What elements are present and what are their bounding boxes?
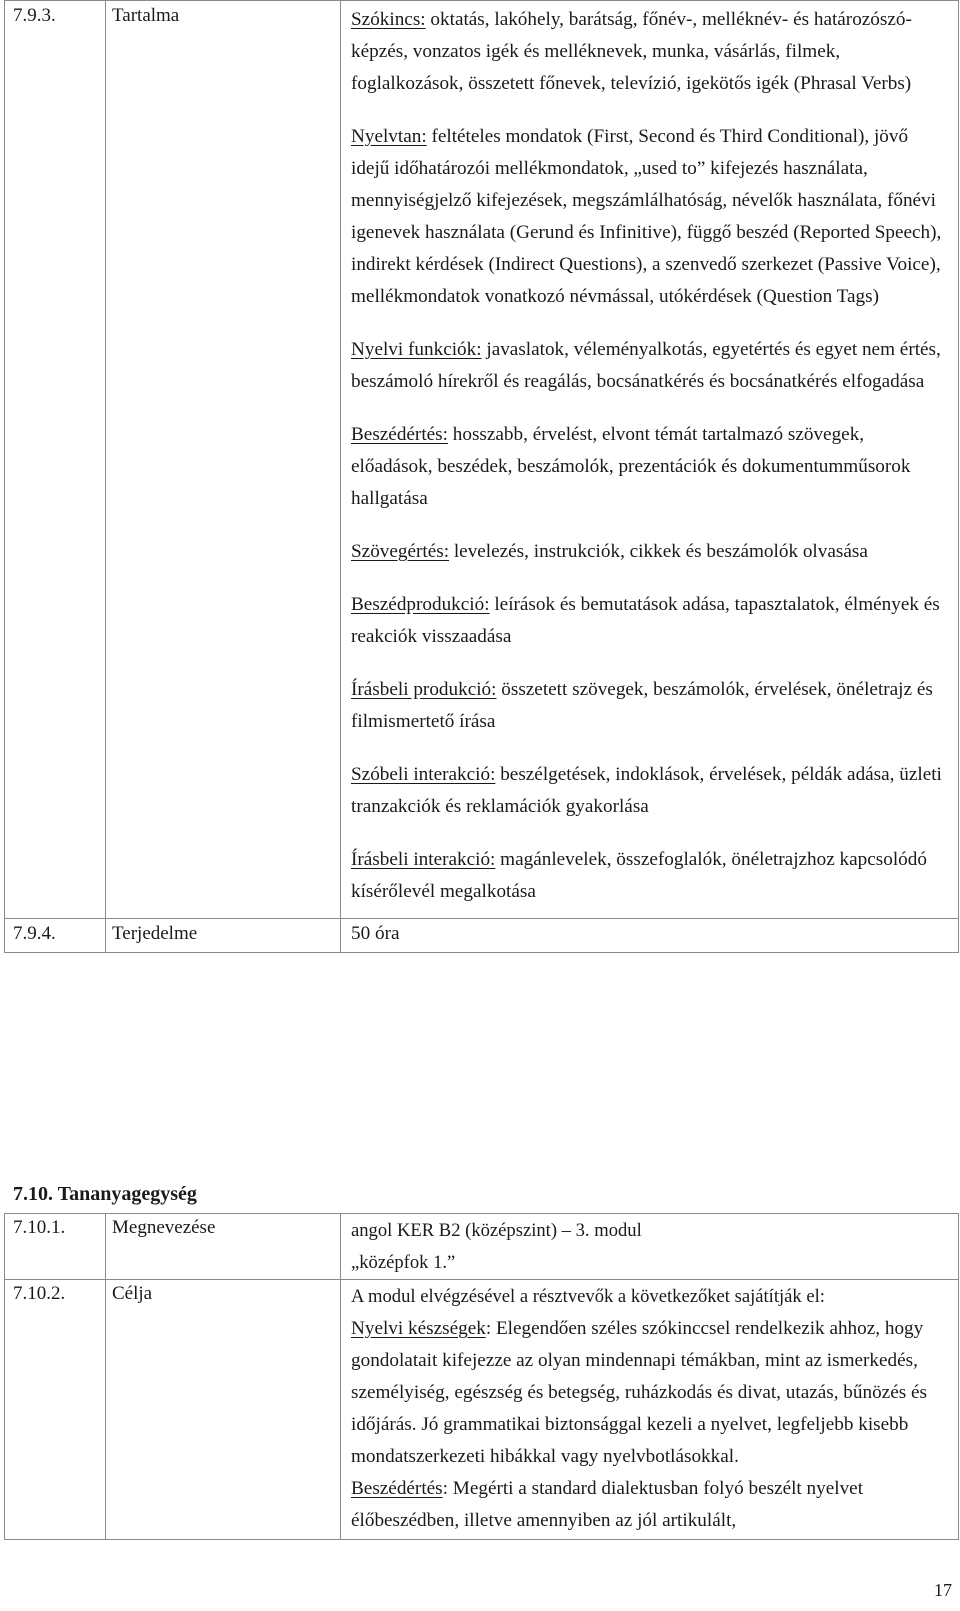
paragraph-text: magánlevelek, összefoglalók, önéletrajzhoz kapcsolódó kísérőlevél megalkotása <box>351 849 927 902</box>
paragraph-heading: Nyelvi készségek <box>351 1318 486 1339</box>
paragraph-heading: Nyelvtan: <box>351 126 427 147</box>
paragraph-text: javaslatok, véleményalkotás, egyetértés és egyet nem értés, beszámoló hírekről és reagálás, bocsánatkérés és bocsánatkérés elfogadása <box>351 339 941 392</box>
paragraph-beszedertes <box>351 1473 948 1537</box>
content-cell <box>341 1280 959 1540</box>
paragraph-nyelvtan <box>351 121 948 313</box>
paragraph-text: beszélgetések, indoklások, érvelések, példák adása, üzleti tranzakciók és reklamációk gyakorlása <box>351 764 942 817</box>
paragraph-nyelvi-keszsegek <box>351 1313 948 1473</box>
paragraph-text: összetett szövegek, beszámolók, érvelések, önéletrajz és filmismertető írása <box>351 679 933 732</box>
paragraph-szokincs <box>351 4 948 100</box>
table-row-terjedelme <box>5 919 959 953</box>
row-value: 50 óra <box>341 919 959 953</box>
paragraph-heading: Írásbeli produkció: <box>351 679 497 700</box>
paragraph-text: levelezés, instrukciók, cikkek és beszámolók olvasása <box>449 541 868 562</box>
unit-name-line: „középfok 1.” <box>351 1252 456 1273</box>
table-row-megnevezese <box>5 1214 959 1280</box>
intro-text: A modul elvégzésével a résztvevők a következőket sajátítják el: <box>351 1286 825 1307</box>
paragraph-heading: Szókincs: <box>351 9 426 30</box>
paragraph-text: leírások és bemutatások adása, tapasztalatok, élmények és reakciók visszaadása <box>351 594 940 647</box>
row-label: Terjedelme <box>106 919 341 953</box>
row-label: Tartalma <box>106 1 341 919</box>
paragraph-text: oktatás, lakóhely, barátság, főnév-, melléknév- és határozószó-képzés, vonzatos igék és melléknevek, munka, vásárlás, filmek, foglalkozások, összetett főnevek, televízió, igekötős igék (Phrasal Verbs) <box>351 9 912 94</box>
row-label: Célja <box>106 1280 341 1540</box>
paragraph-heading: Szövegértés: <box>351 541 450 562</box>
page-number: 17 <box>934 1580 952 1600</box>
content-cell <box>341 1 959 919</box>
paragraph-irasbeli-produkcio <box>351 674 948 738</box>
unit-name-line: angol KER B2 (középszint) – 3. modul <box>351 1220 642 1241</box>
paragraph-szobeli-interakcio <box>351 759 948 823</box>
section-heading: 7.10. Tananyagegység <box>13 1183 197 1205</box>
paragraph-heading: Beszédértés <box>351 1478 443 1499</box>
paragraph-irasbeli-interakcio <box>351 844 948 908</box>
content-cell <box>341 1214 959 1280</box>
row-label: Megnevezése <box>106 1214 341 1280</box>
row-number: 7.9.3. <box>5 1 106 919</box>
paragraph-heading: Beszédértés: <box>351 424 448 445</box>
paragraph-text: : Megérti a standard dialektusban folyó beszélt nyelvet élőbeszédben, illetve amennyiben az jól artikulált, <box>351 1478 864 1531</box>
paragraph-beszedertes <box>351 419 948 515</box>
row-number: 7.9.4. <box>5 919 106 953</box>
row-number: 7.10.2. <box>5 1280 106 1540</box>
row-number: 7.10.1. <box>5 1214 106 1280</box>
paragraph-heading: Nyelvi funkciók: <box>351 339 482 360</box>
table-row-tartalma <box>5 1 959 919</box>
paragraph-szovegertes <box>351 536 948 568</box>
paragraph-text: hosszabb, érvelést, elvont témát tartalmazó szövegek, előadások, beszédek, beszámolók, prezentációk és dokumentumműsorok hallgatása <box>351 424 911 509</box>
paragraph-heading: Írásbeli interakció: <box>351 849 496 870</box>
paragraph-text: feltételes mondatok (First, Second és Third Conditional), jövő idejű időhatározói mellékmondatok, „used to” kifejezés használata, mennyiségjelző kifejezések, megszámlálhatóság, névelők használata, főnévi igenevek használata (Gerund és Infinitive), függő beszéd (Reported Speech), indirekt kérdések (Indirect Questions), a szenvedő szerkezet (Passive Voice), mellékmondatok vonatkozó névmással, utókérdések (Question Tags) <box>351 126 942 307</box>
content-table <box>4 0 959 953</box>
unit-table <box>4 1213 959 1540</box>
paragraph-heading: Szóbeli interakció: <box>351 764 496 785</box>
paragraph-heading: Beszédprodukció: <box>351 594 490 615</box>
paragraph-text: : Elegendően széles szókinccsel rendelkezik ahhoz, hogy gondolatait kifejezze az olyan mindennapi témákban, mint az ismerkedés, személyiség, egészség és betegség, ruházkodás és divat, utazás, bűnözés és időjárás. Jó grammatikai biztonsággal kezeli a nyelvet, legfeljebb kisebb mondatszerkezeti hibákkal vagy nyelvbotlásokkal. <box>351 1318 927 1467</box>
paragraph-beszedprodukcio <box>351 589 948 653</box>
table-row-celja <box>5 1280 959 1540</box>
paragraph-nyelvi-funkciok <box>351 334 948 398</box>
